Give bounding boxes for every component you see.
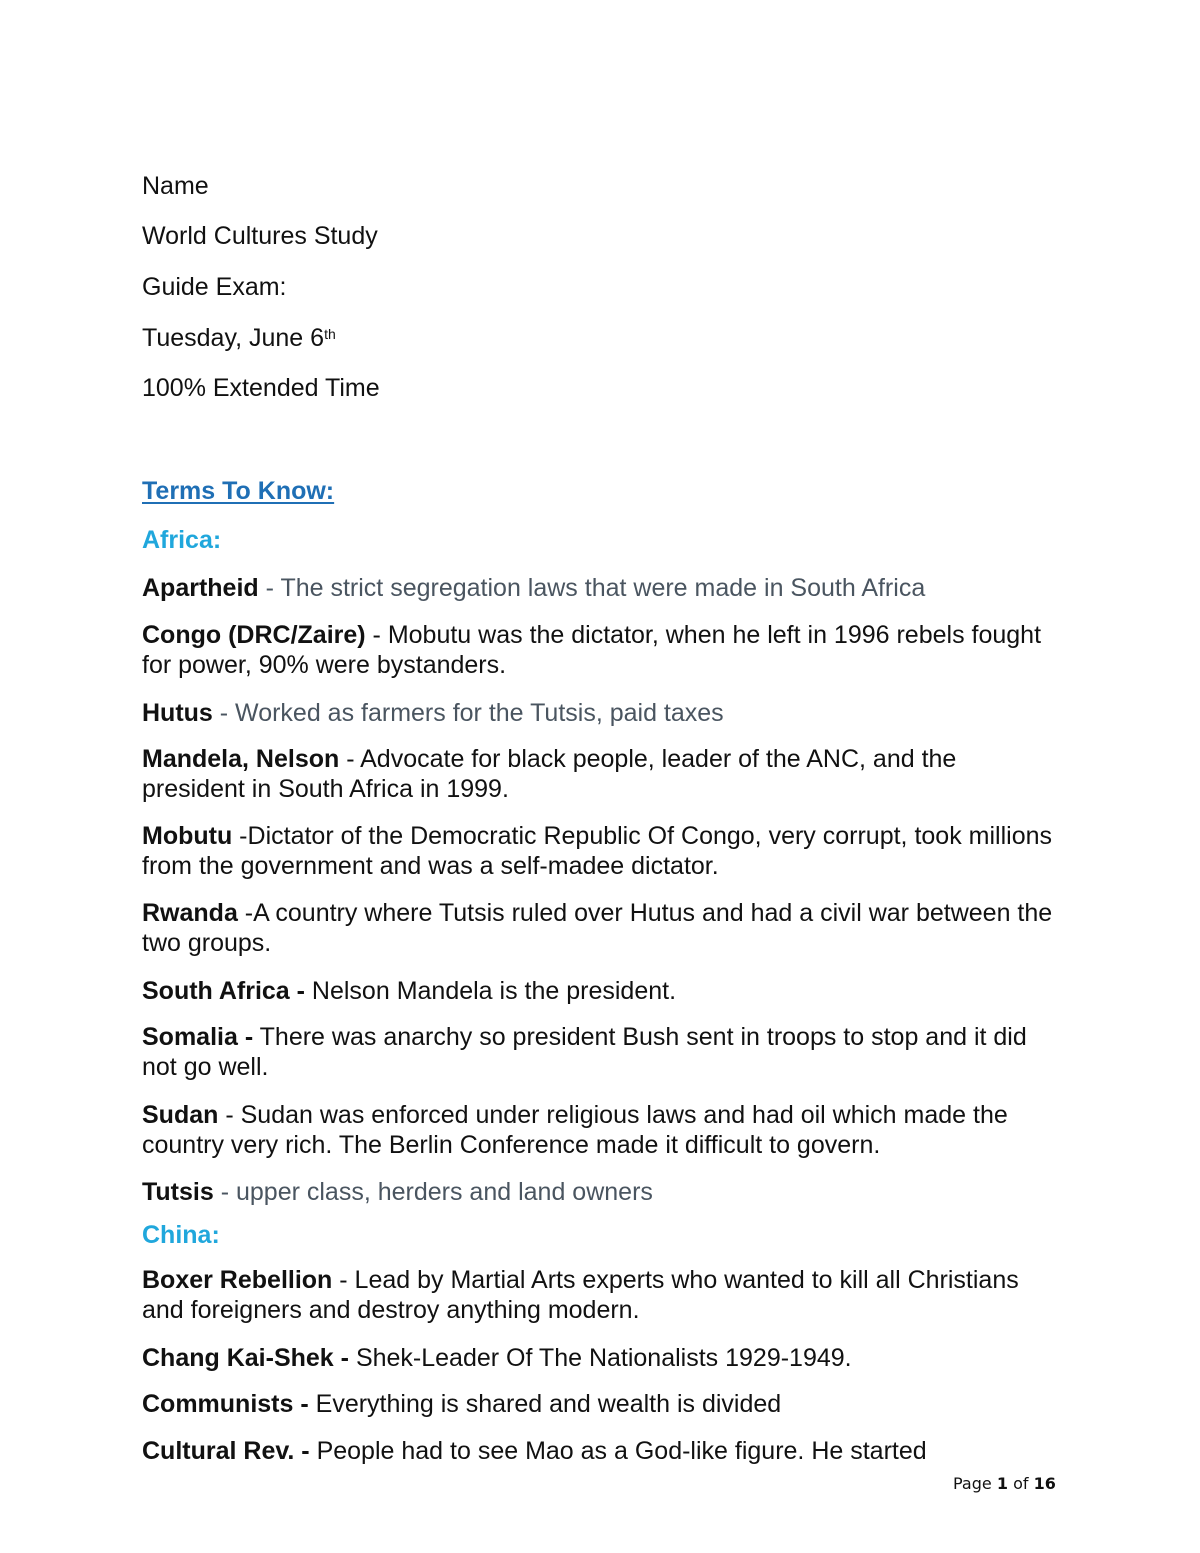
term-definition: People had to see Mao as a God-like figure. He started [316, 1437, 927, 1465]
term-tutsis [142, 1177, 1062, 1207]
term-name: Communists - [142, 1390, 309, 1418]
terms-heading: Terms To Know: [142, 477, 335, 505]
term-separator: - [365, 621, 388, 649]
term-definition: Nelson Mandela is the president. [311, 977, 677, 1005]
term-name: South Africa - [142, 977, 305, 1005]
term-definition: Sudan was enforced under religious laws and had oil which made the country very rich. The Berlin Conference made it difficult to govern. [142, 1101, 1008, 1159]
term-definition: Shek-Leader Of The Nationalists 1929-1949. [355, 1344, 852, 1372]
term-definition: The strict segregation laws that were made in South Africa [280, 574, 926, 602]
term-definition: Lead by Martial Arts experts who wanted to kill all Christians and foreigners and destroy anything modern. [142, 1266, 1019, 1324]
term-somalia [142, 1022, 1062, 1082]
term-mobutu [142, 821, 1062, 881]
term-definition: upper class, herders and land owners [235, 1178, 653, 1206]
current-page-number: 1 [996, 1474, 1008, 1493]
term-hutus [142, 698, 1062, 728]
term-communists [142, 1389, 1062, 1419]
term-definition: Advocate for black people, leader of the ANC, and the president in South Africa in 1999. [142, 745, 957, 803]
term-cultural-rev [142, 1436, 1062, 1466]
term-separator: - [213, 1178, 236, 1206]
term-separator: - [339, 745, 361, 773]
guide-line: Guide Exam: [142, 273, 287, 301]
term-separator: - [232, 822, 248, 850]
term-name: Tutsis [142, 1178, 214, 1206]
term-congo [142, 620, 1062, 680]
term-separator [309, 1390, 316, 1418]
time-line: 100% Extended Time [142, 374, 380, 402]
term-south-africa [142, 976, 1062, 1006]
term-separator: - [332, 1266, 355, 1294]
term-separator: - [212, 699, 236, 727]
page-number-footer [953, 1474, 1056, 1494]
date-superscript: th [324, 326, 336, 342]
term-definition: Everything is shared and wealth is divided [315, 1390, 782, 1418]
term-name: Mobutu [142, 822, 233, 850]
term-mandela [142, 744, 1062, 804]
term-name: Rwanda [142, 899, 238, 927]
term-definition: Dictator of the Democratic Republic Of Congo, very corrupt, took millions from the government and was a self-madee dictator. [142, 822, 1052, 880]
term-definition: Mobutu was the dictator, when he left in 1996 rebels fought for power, 90% were bystanders. [142, 621, 1042, 679]
term-name: Mandela, Nelson [142, 745, 340, 773]
course-line: World Cultures Study [142, 222, 378, 250]
term-name: Hutus [142, 699, 213, 727]
term-name: Boxer Rebellion [142, 1266, 333, 1294]
date-line [142, 323, 336, 353]
term-name: Congo (DRC/Zaire) [142, 621, 366, 649]
china-heading: China: [142, 1221, 220, 1249]
page-word: Page [953, 1474, 992, 1493]
term-separator [310, 1437, 317, 1465]
term-definition: Worked as farmers for the Tutsis, paid taxes [235, 699, 724, 727]
term-separator [305, 977, 312, 1005]
term-separator: - [218, 1101, 241, 1129]
term-definition: There was anarchy so president Bush sent in troops to stop and it did not go well. [142, 1023, 1027, 1081]
term-name: Cultural Rev. - [142, 1437, 310, 1465]
term-separator: - [258, 574, 281, 602]
term-definition: A country where Tutsis ruled over Hutus and had a civil war between the two groups. [142, 899, 1053, 957]
of-word: of [1013, 1474, 1029, 1493]
term-chang-kai-shek [142, 1343, 1062, 1373]
term-name: Somalia - [142, 1023, 254, 1051]
term-separator [349, 1344, 356, 1372]
term-sudan [142, 1100, 1062, 1160]
term-apartheid [142, 573, 1062, 603]
term-name: Sudan [142, 1101, 219, 1129]
term-name: Chang Kai-Shek - [142, 1344, 349, 1372]
africa-heading: Africa: [142, 526, 222, 554]
term-name: Apartheid [142, 574, 259, 602]
term-separator: - [237, 899, 254, 927]
term-boxer-rebellion [142, 1265, 1062, 1325]
date-text: Tuesday, June 6 [142, 324, 325, 352]
total-page-count: 16 [1033, 1474, 1056, 1493]
name-line: Name [142, 172, 209, 200]
term-rwanda [142, 898, 1062, 958]
